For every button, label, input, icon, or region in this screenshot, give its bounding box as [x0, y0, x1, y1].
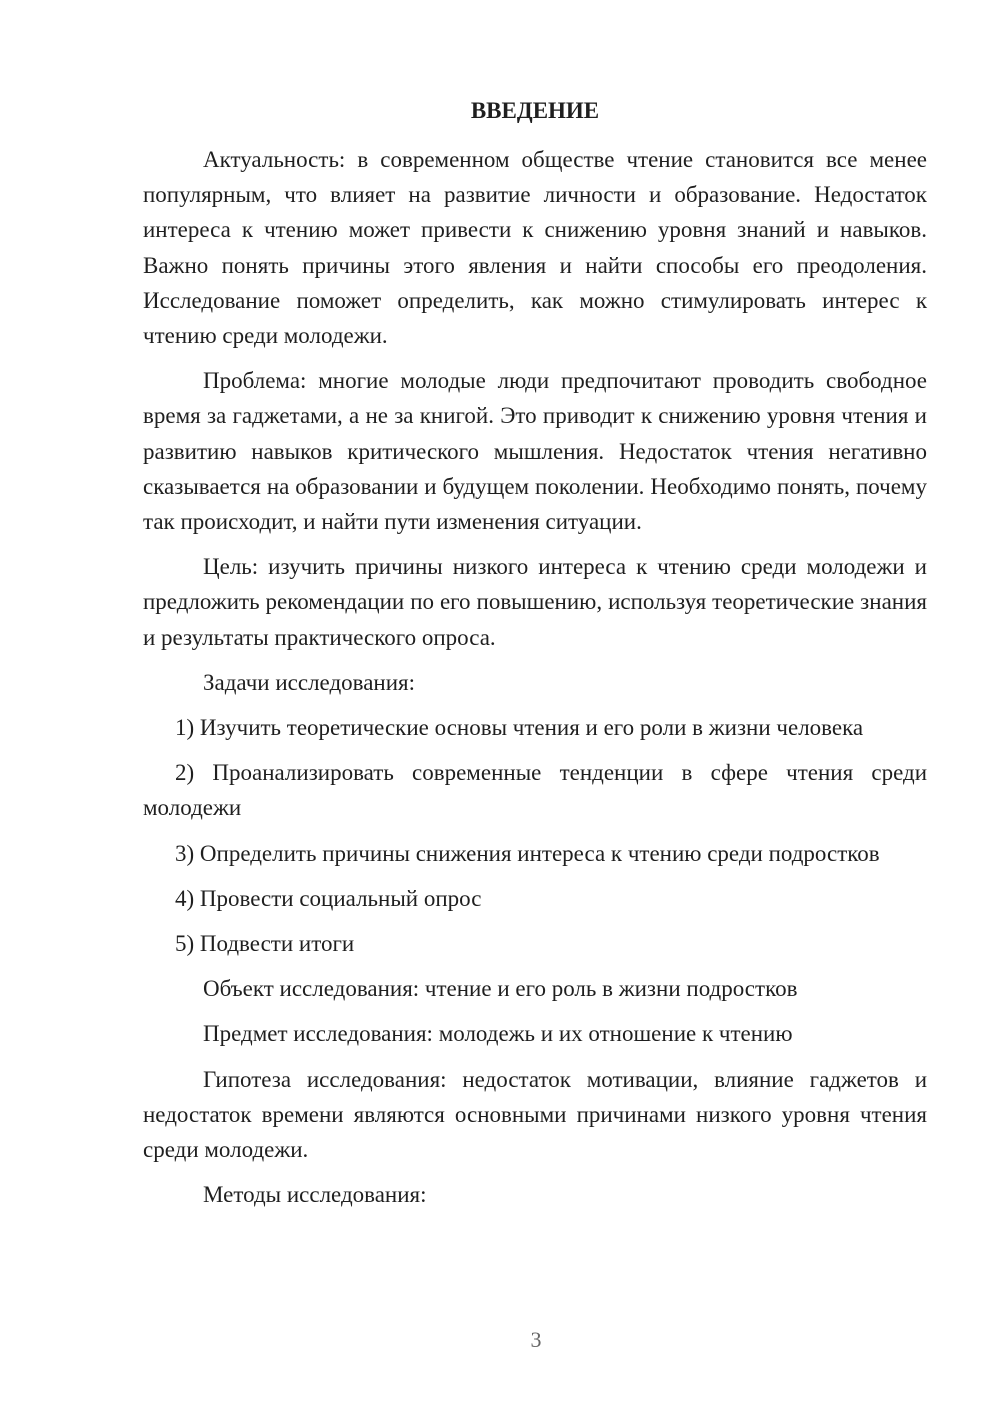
- task-item-3: 3) Определить причины снижения интереса к чтению среди подростков: [175, 840, 880, 866]
- problem-paragraph: Проблема: многие молодые люди предпочитают проводить свободное время за гаджетами, а не за книгой. Это приводит к снижению уровня чтения и развитию навыков критического мышления. Недостаток чтения негативно сказывается на образовании и будущем поколении. Необходимо понять, почему так происходит, и найти пути изменения ситуации.: [143, 368, 927, 535]
- page-number: 3: [530, 1327, 542, 1352]
- relevance-paragraph: Актуальность: в современном обществе чтение становится все менее популярным, что влияет на развитие личности и образование. Недостаток интереса к чтению может привести к снижению уровня знаний и навыков. Важно понять причины этого явления и найти способы его преодоления. Исследование поможет определить, как можно стимулировать интерес к чтению среди молодежи.: [143, 147, 927, 349]
- section-title: ВВЕДЕНИЕ: [470, 98, 600, 123]
- task-item-5: 5) Подвести итоги: [175, 931, 355, 957]
- methods-heading: Методы исследования:: [203, 1182, 427, 1208]
- tasks-heading: Задачи исследования:: [203, 669, 416, 695]
- task-item-2: 2) Проанализировать современные тенденции в сфере чтения среди молодежи: [143, 760, 927, 821]
- research-object: Объект исследования: чтение и его роль в жизни подростков: [203, 976, 798, 1002]
- research-hypothesis: Гипотеза исследования: недостаток мотивации, влияние гаджетов и недостаток времени являются основными причинами низкого уровня чтения среди молодежи.: [143, 1066, 927, 1163]
- page-content: [143, 96, 927, 1212]
- research-subject: Предмет исследования: молодежь и их отношение к чтению: [203, 1021, 793, 1047]
- goal-paragraph: Цель: изучить причины низкого интереса к чтению среди молодежи и предложить рекомендации по его повышению, используя теоретические знания и результаты практического опроса.: [143, 554, 927, 650]
- task-item-4: 4) Провести социальный опрос: [175, 885, 482, 911]
- task-item-1: 1) Изучить теоретические основы чтения и его роли в жизни человека: [175, 715, 864, 741]
